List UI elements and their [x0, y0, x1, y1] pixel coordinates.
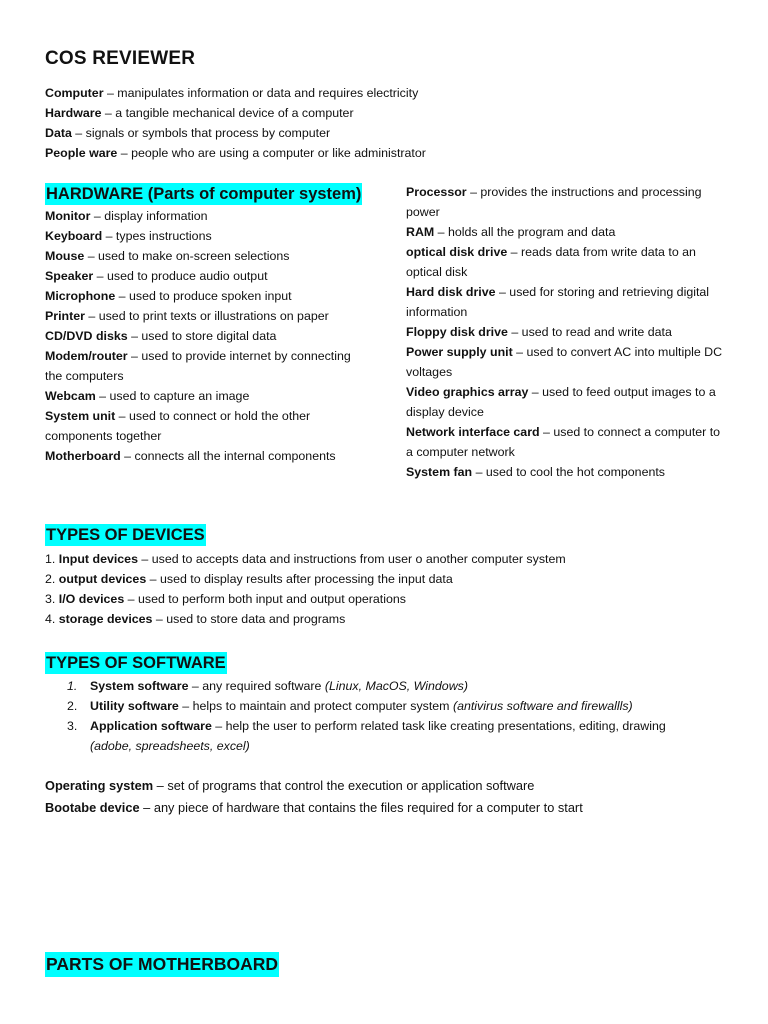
device-item: 1. Input devices – used to accepts data and instructions from user o another computer system — [45, 552, 566, 566]
hardware-item: Power supply unit – used to convert AC into multiple DC voltages — [406, 345, 723, 379]
hardware-item: RAM – holds all the program and data — [406, 225, 616, 239]
hardware-item: Printer – used to print texts or illustrations on paper — [45, 309, 329, 323]
definition-item: Computer – manipulates information or data and requires electricity — [45, 86, 419, 100]
definition-item: Data – signals or symbols that process by computer — [45, 126, 331, 140]
hardware-item: Speaker – used to produce audio output — [45, 269, 268, 283]
device-item: 4. storage devices – used to store data and programs — [45, 612, 346, 626]
software-item: 1. System software – any required software (Linux, MacOS, Windows) — [67, 679, 468, 693]
hardware-item: Hard disk drive – used for storing and retrieving digital information — [406, 285, 710, 319]
hardware-item: System fan – used to cool the hot components — [406, 465, 665, 479]
hardware-item: Processor – provides the instructions and processing power — [406, 185, 702, 219]
hardware-item: Mouse – used to make on-screen selections — [45, 249, 290, 263]
definitions-list — [45, 83, 426, 163]
devices-list — [45, 549, 566, 629]
hardware-right-list — [406, 182, 724, 482]
software-list — [45, 676, 705, 756]
hardware-heading: HARDWARE (Parts of computer system) — [46, 185, 362, 203]
hardware-item: Video graphics array – used to feed output images to a display device — [406, 385, 716, 419]
hardware-item: Floppy disk drive – used to read and write data — [406, 325, 672, 339]
software-heading: TYPES OF SOFTWARE — [46, 654, 226, 672]
hardware-item: optical disk drive – reads data from write data to an optical disk — [406, 245, 696, 279]
extra-item: Bootabe device – any piece of hardware that contains the files required for a computer to start — [45, 800, 583, 815]
extra-definitions — [45, 775, 583, 819]
hardware-item: Motherboard – connects all the internal components — [45, 449, 336, 463]
motherboard-heading: PARTS OF MOTHERBOARD — [45, 952, 279, 977]
definition-item: Hardware – a tangible mechanical device of a computer — [45, 106, 354, 120]
hardware-item: Monitor – display information — [45, 209, 208, 223]
hardware-item: Keyboard – types instructions — [45, 229, 212, 243]
software-item: 3. Application software – help the user to perform related task like creating presentations, editing, drawing (adobe, spreadsheets, excel) — [67, 719, 666, 753]
devices-heading: TYPES OF DEVICES — [46, 526, 205, 544]
device-item: 2. output devices – used to display results after processing the input data — [45, 572, 453, 586]
device-item: 3. I/O devices – used to perform both input and output operations — [45, 592, 406, 606]
hardware-left-list — [45, 206, 355, 466]
hardware-item: CD/DVD disks – used to store digital data — [45, 329, 277, 343]
hardware-item: Webcam – used to capture an image — [45, 389, 250, 403]
definition-item: People ware – people who are using a computer or like administrator — [45, 146, 426, 160]
hardware-item: Network interface card – used to connect a computer to a computer network — [406, 425, 721, 459]
hardware-item: Microphone – used to produce spoken input — [45, 289, 292, 303]
extra-item: Operating system – set of programs that control the execution or application software — [45, 778, 535, 793]
hardware-item: System unit – used to connect or hold the other components together — [45, 409, 311, 443]
document-title: COS REVIEWER — [45, 48, 196, 69]
software-item: 2. Utility software – helps to maintain and protect computer system (antivirus software and firewallls) — [67, 699, 633, 713]
hardware-item: Modem/router – used to provide internet by connecting the computers — [45, 349, 351, 383]
